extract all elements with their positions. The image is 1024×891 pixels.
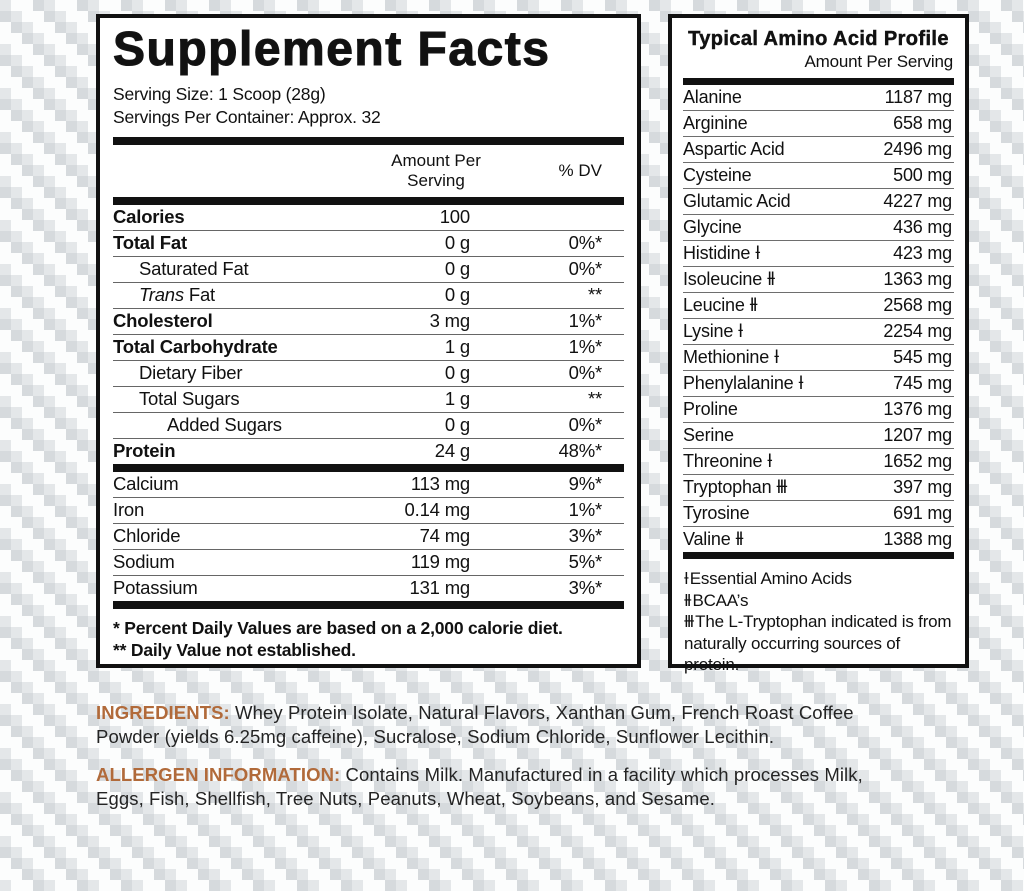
amino-acid-panel <box>668 14 969 674</box>
nutrient-name: Total Carbohydrate <box>113 336 278 358</box>
nutrient-row <box>113 335 624 361</box>
amino-acid-amount: 545 mg <box>893 347 952 367</box>
nutrient-amount: 0 g <box>444 414 470 436</box>
dagger-mark: Ɨ <box>684 569 687 588</box>
ingredients-label: INGREDIENTS: <box>96 702 230 723</box>
amino-acid-name: Leucine ƗƗ <box>683 295 756 315</box>
nutrient-dv: 0%* <box>568 414 602 436</box>
mineral-name: Chloride <box>113 525 181 547</box>
amino-acid-row <box>683 267 954 293</box>
nutrient-row <box>113 309 624 335</box>
mineral-amount: 0.14 mg <box>404 499 470 521</box>
amino-acid-row <box>683 423 954 449</box>
dagger-mark: ƗƗ <box>735 529 742 549</box>
amino-acid-row <box>683 85 954 111</box>
amino-acid-name: Methionine Ɨ <box>683 347 778 367</box>
amino-acid-name: Tyrosine <box>683 503 750 523</box>
nutrient-name: Total Sugars <box>139 388 240 410</box>
mineral-amount: 113 mg <box>410 473 470 495</box>
amino-acid-row <box>683 189 954 215</box>
amino-acid-name: Threonine Ɨ <box>683 451 771 471</box>
dagger-mark: ƗƗ <box>749 295 756 315</box>
nutrient-amount: 1 g <box>444 336 470 358</box>
amino-footnote-line: ƗƗ BCAA’s <box>684 590 749 610</box>
mineral-row <box>113 550 624 576</box>
amino-acid-rows <box>683 85 954 552</box>
dagger-mark: ƗƗƗ <box>684 612 693 631</box>
divider-thick <box>113 197 624 205</box>
nutrient-name: Protein <box>113 440 176 462</box>
amino-acid-name: Alanine <box>683 87 742 107</box>
amino-acid-row <box>683 241 954 267</box>
mineral-dv: 5%* <box>568 551 602 573</box>
mineral-amount: 74 mg <box>419 525 470 547</box>
nutrient-name: Dietary Fiber <box>139 362 243 384</box>
dagger-mark: Ɨ <box>767 451 771 471</box>
nutrient-amount: 24 g <box>434 440 470 462</box>
allergen-text: Contains Milk. Manufactured in a facility which processes Milk, Eggs, Fish, Shellfish, Tree Nuts, Peanuts, Wheat, Soybeans, and Sesame. <box>96 764 863 809</box>
nutrient-row <box>113 231 624 257</box>
amino-acid-amount: 2568 mg <box>883 295 952 315</box>
mineral-name: Iron <box>113 499 145 521</box>
mineral-amount: 131 mg <box>409 577 470 599</box>
amino-acid-row <box>683 293 954 319</box>
divider-thick <box>113 137 624 145</box>
amino-acid-row <box>683 215 954 241</box>
nutrient-dv: 1%* <box>568 310 602 332</box>
divider-thick <box>113 601 624 609</box>
mineral-dv: 9%* <box>568 473 602 495</box>
nutrient-amount: 0 g <box>444 258 470 280</box>
amino-acid-amount: 745 mg <box>893 373 952 393</box>
amino-acid-amount: 423 mg <box>893 243 952 263</box>
amino-acid-amount: 2254 mg <box>883 321 952 341</box>
amino-acid-name: Serine <box>683 425 734 445</box>
nutrient-amount: 100 <box>439 206 470 228</box>
amino-acid-row <box>683 319 954 345</box>
amino-acid-name: Glutamic Acid <box>683 191 791 211</box>
mineral-name: Sodium <box>113 551 175 573</box>
nutrient-row <box>113 257 624 283</box>
amino-acid-amount: 691 mg <box>893 503 952 523</box>
nutrient-amount: 1 g <box>444 388 470 410</box>
amino-acid-name: Tryptophan ƗƗƗ <box>683 477 786 497</box>
amount-per-serving-header: Amount Per Serving <box>391 150 481 190</box>
nutrient-name: Total Fat <box>113 232 187 254</box>
nutrient-dv: 1%* <box>568 336 602 358</box>
mineral-amount: 119 mg <box>410 551 470 573</box>
amino-acid-row <box>683 371 954 397</box>
amino-acid-row <box>683 501 954 527</box>
divider-thick <box>113 464 624 472</box>
amino-acid-name: Histidine Ɨ <box>683 243 759 263</box>
amino-acid-row <box>683 345 954 371</box>
mineral-rows <box>113 472 624 601</box>
daily-value-footnotes <box>113 609 624 661</box>
nutrient-dv: ** <box>588 284 602 306</box>
amino-acid-name: Arginine <box>683 113 748 133</box>
allergen-label: ALLERGEN INFORMATION: <box>96 764 341 785</box>
amino-acid-row <box>683 397 954 423</box>
amino-acid-name: Valine ƗƗ <box>683 529 742 549</box>
mineral-row <box>113 576 624 601</box>
dagger-mark: Ɨ <box>755 243 759 263</box>
nutrient-row <box>113 361 624 387</box>
supplement-facts-panel <box>96 14 641 668</box>
amino-acid-amount: 1187 mg <box>884 87 952 107</box>
nutrient-amount: 3 mg <box>429 310 470 332</box>
nutrient-dv: 0%* <box>568 362 602 384</box>
nutrient-row <box>113 205 624 231</box>
amino-acid-name: Proline <box>683 399 738 419</box>
mineral-name: Calcium <box>113 473 179 495</box>
mineral-name: Potassium <box>113 577 198 599</box>
nutrient-name: Trans Fat <box>139 284 215 306</box>
amino-acid-amount: 4227 mg <box>883 191 952 211</box>
nutrient-row <box>113 387 624 413</box>
amino-acid-name: Isoleucine ƗƗ <box>683 269 774 289</box>
mineral-row <box>113 524 624 550</box>
column-headers <box>113 145 624 197</box>
amino-acid-name: Lysine Ɨ <box>683 321 742 341</box>
amino-acid-amount: 1376 mg <box>883 399 952 419</box>
divider-thick <box>683 552 954 559</box>
footnote-line: * Percent Daily Values are based on a 2,000 calorie diet. <box>113 617 563 638</box>
nutrient-row <box>113 283 624 309</box>
amino-acid-amount: 397 mg <box>893 477 952 497</box>
amino-acid-row <box>683 163 954 189</box>
amino-acid-row <box>683 449 954 475</box>
amino-acid-name: Aspartic Acid <box>683 139 785 159</box>
amino-acid-title: Typical Amino Acid Profile <box>688 28 949 50</box>
footnote-line: ** Daily Value not established. <box>113 639 356 660</box>
amino-acid-row <box>683 527 954 552</box>
servings-per-container: Servings Per Container: Approx. 32 <box>113 106 381 127</box>
amino-acid-name: Glycine <box>683 217 742 237</box>
nutrient-name: Cholesterol <box>113 310 213 332</box>
amino-acid-amount: 1388 mg <box>883 529 952 549</box>
amino-acid-row <box>683 137 954 163</box>
nutrient-row <box>113 413 624 439</box>
nutrient-dv: ** <box>588 388 602 410</box>
dagger-mark: Ɨ <box>798 373 802 393</box>
mineral-row <box>113 472 624 498</box>
amino-acid-amount: 1207 mg <box>883 425 952 445</box>
mineral-row <box>113 498 624 524</box>
amino-amount-header: Amount Per Serving <box>804 52 953 71</box>
dagger-mark: ƗƗƗ <box>776 477 786 497</box>
amino-acid-amount: 1363 mg <box>883 269 952 289</box>
amino-acid-name: Phenylalanine Ɨ <box>683 373 802 393</box>
amino-acid-amount: 658 mg <box>893 113 952 133</box>
amino-acid-row <box>683 475 954 501</box>
mineral-dv: 3%* <box>568 525 602 547</box>
dagger-mark: ƗƗ <box>684 590 690 610</box>
nutrient-dv: 48%* <box>558 440 602 462</box>
mineral-dv: 1%* <box>568 499 602 521</box>
nutrient-amount: 0 g <box>444 284 470 306</box>
amino-acid-amount: 1652 mg <box>883 451 952 471</box>
nutrient-amount: 0 g <box>444 362 470 384</box>
amino-footnote-line: ƗƗƗ The L-Tryptophan indicated is from naturally occurring sources of protein. <box>684 612 952 674</box>
amino-acid-amount: 436 mg <box>893 217 952 237</box>
nutrient-name: Saturated Fat <box>139 258 249 280</box>
nutrient-dv: 0%* <box>568 258 602 280</box>
divider-thick <box>683 78 954 85</box>
nutrient-name: Added Sugars <box>167 414 282 436</box>
dagger-mark: Ɨ <box>774 347 778 367</box>
nutrient-amount: 0 g <box>444 232 470 254</box>
amino-acid-row <box>683 111 954 137</box>
ingredients-text: Whey Protein Isolate, Natural Flavors, Xanthan Gum, French Roast Coffee Powder (yields 6.25mg caffeine), Sucralose, Sodium Chloride, Sunflower Lecithin. <box>96 702 854 747</box>
nutrient-row <box>113 439 624 464</box>
dagger-mark: ƗƗ <box>767 269 774 289</box>
nutrient-dv: 0%* <box>568 232 602 254</box>
ingredients-paragraph <box>96 701 914 748</box>
ingredients-allergen-block <box>96 701 914 810</box>
nutrient-name: Calories <box>113 206 185 228</box>
amino-footnotes <box>683 559 954 676</box>
amino-acid-amount: 500 mg <box>893 165 952 185</box>
amino-footnote-line: Ɨ Essential Amino Acids <box>684 569 852 588</box>
amino-acid-name: Cysteine <box>683 165 752 185</box>
nutrition-rows <box>113 205 624 464</box>
amino-acid-amount: 2496 mg <box>883 139 952 159</box>
allergen-paragraph <box>96 763 914 810</box>
mineral-dv: 3%* <box>568 577 602 599</box>
dagger-mark: Ɨ <box>738 321 742 341</box>
supplement-facts-title: Supplement Facts <box>113 23 551 76</box>
percent-dv-header: % DV <box>558 160 602 180</box>
serving-size: Serving Size: 1 Scoop (28g) <box>113 83 326 104</box>
